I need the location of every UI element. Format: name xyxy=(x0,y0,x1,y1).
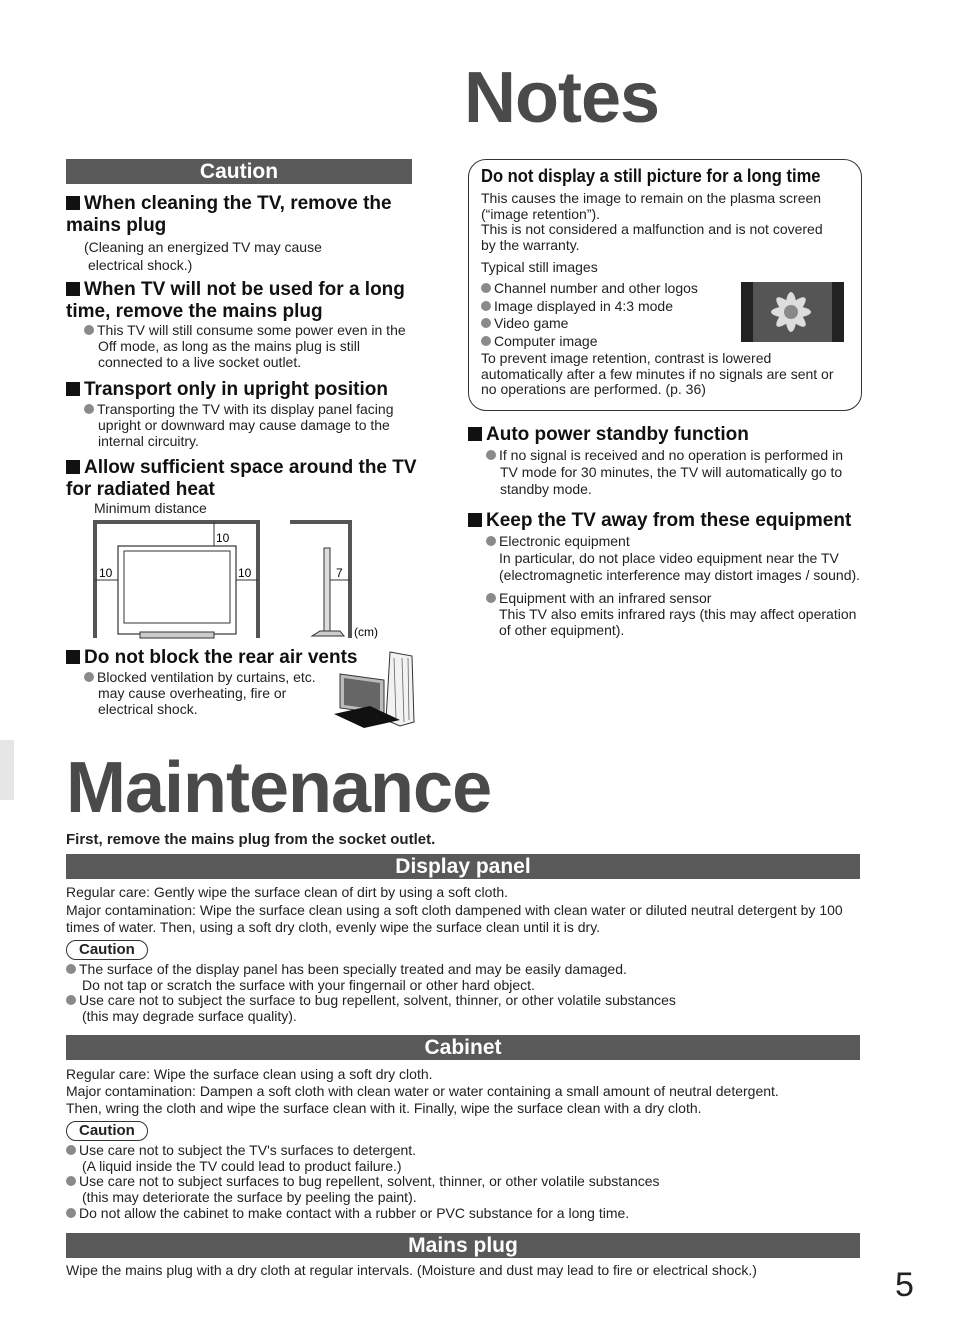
display-caution-list xyxy=(66,962,856,1024)
bullet-dot-icon xyxy=(486,593,496,603)
bullet-dot-icon xyxy=(84,325,94,335)
section-standby-list xyxy=(486,447,846,498)
still-picture-heading: Do not display a still picture for a long time xyxy=(481,166,821,186)
dim-right-label: 10 xyxy=(238,566,252,580)
notes-title: Notes xyxy=(464,58,660,138)
tv-front-icon xyxy=(118,546,236,634)
list-item: Electronic equipment xyxy=(486,533,864,550)
section-vents-heading: Do not block the rear air vents xyxy=(66,647,396,669)
square-bullet-icon xyxy=(66,460,80,474)
dim-unit-label: (cm) xyxy=(354,625,378,639)
mains-plug-bar: Mains plug xyxy=(66,1233,860,1258)
bullet-dot-icon xyxy=(66,1208,76,1218)
dim-left-label: 10 xyxy=(99,566,113,580)
dim-side-label: 7 xyxy=(336,566,343,580)
cabinet-caution-list xyxy=(66,1143,856,1222)
bullet-dot-icon xyxy=(66,1145,76,1155)
tv-stand-icon xyxy=(140,632,214,638)
maintenance-intro: First, remove the mains plug from the socket outlet. xyxy=(66,831,436,848)
list-item-detail: (this may degrade surface quality). xyxy=(82,1007,297,1024)
list-item: Blocked ventilation by curtains, etc. may cause overheating, fire or electrical shock. xyxy=(84,670,324,717)
list-item: Use care not to subject the TV's surfaces to detergent. xyxy=(66,1143,856,1159)
square-bullet-icon xyxy=(468,513,482,527)
dim-top-label: 10 xyxy=(216,531,230,545)
bullet-dot-icon xyxy=(486,536,496,546)
section-transport-list xyxy=(84,402,399,449)
section-longtime-heading: When TV will not be used for a long time, remove the mains plug xyxy=(66,279,405,322)
cabinet-text: Regular care: Wipe the surface clean using a soft dry cloth. Major contamination: Dampen a soft cloth with clean water or water containing a small amount of neutral detergent. Then, wring the cloth and wipe the surface clean with it. Finally, wipe the surface clean with a dry cloth. xyxy=(66,1066,779,1116)
section-cleaning-heading: When cleaning the TV, remove the mains plug xyxy=(66,193,392,236)
tv-side-stand-icon xyxy=(312,631,344,636)
square-bullet-icon xyxy=(66,282,80,296)
page-edge-tab xyxy=(0,740,14,800)
cabinet-bar: Cabinet xyxy=(66,1035,860,1060)
still-picture-p1: This causes the image to remain on the plasma screen (“image retention”). xyxy=(481,190,822,222)
still-picture-p3: To prevent image retention, contrast is lowered automatically after a few minutes if no signals are sent or no operations are performed. (p. 36) xyxy=(481,350,834,397)
bullet-dot-icon xyxy=(66,995,76,1005)
list-item-detail: Do not tap or scratch the surface with your fingernail or other hard object. xyxy=(82,976,535,993)
list-item-detail: (A liquid inside the TV could lead to product failure.) xyxy=(82,1157,402,1174)
maintenance-title: Maintenance xyxy=(66,748,492,828)
still-picture-p2: This is not considered a malfunction and is not covered by the warranty. xyxy=(481,221,823,253)
list-item: Use care not to subject surfaces to bug repellent, solvent, thinner, or other volatile substances xyxy=(66,1174,856,1190)
bullet-dot-icon xyxy=(84,672,94,682)
display-panel-text: Regular care: Gently wipe the surface clean of dirt by using a soft cloth. Major contamination: Wipe the surface clean using a soft cloth dampened with clean water or diluted neutral detergent by 100 times of water. Then, using a soft dry cloth, evenly wipe the surface clean until it is dry. xyxy=(66,884,843,935)
clearance-diagram xyxy=(90,518,400,642)
curtain-icon xyxy=(386,652,414,726)
display-caution-label: Caution xyxy=(66,940,148,960)
section-equipment-heading: Keep the TV away from these equipment xyxy=(468,510,888,532)
section-cleaning-text: (Cleaning an energized TV may cause electrical shock.) xyxy=(84,239,322,273)
list-item: Transporting the TV with its display panel facing upright or downward may cause damage to the internal circuitry. xyxy=(84,402,399,449)
bullet-dot-icon xyxy=(481,301,491,311)
section-transport-heading: Transport only in upright position xyxy=(66,379,426,401)
list-item: Channel number and other logos xyxy=(481,280,741,298)
square-bullet-icon xyxy=(66,382,80,396)
section-space-heading: Allow sufficient space around the TV for radiated heat xyxy=(66,457,417,500)
cabinet-caution-label: Caution xyxy=(66,1121,148,1141)
list-item-detail: In particular, do not place video equipment near the TV (electromagnetic interference may distort images / sound). xyxy=(499,550,861,583)
list-item: Video game xyxy=(481,315,741,333)
square-bullet-icon xyxy=(66,650,80,664)
list-item: Computer image xyxy=(481,333,741,351)
square-bullet-icon xyxy=(66,196,80,210)
section-longtime-list xyxy=(84,323,414,370)
square-bullet-icon xyxy=(468,427,482,441)
flower-image-thumbnail xyxy=(741,282,844,342)
mains-plug-text: Wipe the mains plug with a dry cloth at regular intervals. (Moisture and dust may lead to fire or electrical shock.) xyxy=(66,1262,757,1278)
section-vents-list xyxy=(84,670,324,717)
list-item: Image displayed in 4:3 mode xyxy=(481,298,741,316)
list-item: If no signal is received and no operation is performed in TV mode for 30 minutes, the TV will automatically go to standby mode. xyxy=(486,447,846,498)
list-item-detail: (this may deteriorate the surface by peeling the paint). xyxy=(82,1189,417,1206)
bullet-dot-icon xyxy=(486,450,496,460)
display-panel-bar: Display panel xyxy=(66,854,860,879)
list-item: Do not allow the cabinet to make contact with a rubber or PVC substance for a long time. xyxy=(66,1206,856,1222)
bullet-dot-icon xyxy=(481,336,491,346)
list-item: Equipment with an infrared sensor xyxy=(486,590,864,607)
caution-bar: Caution xyxy=(66,159,412,184)
bullet-dot-icon xyxy=(84,404,94,414)
tv-side-icon xyxy=(324,548,330,632)
list-item: Use care not to subject the surface to bug repellent, solvent, thinner, or other volatile substances xyxy=(66,993,856,1009)
curtain-tv-illustration xyxy=(330,650,416,730)
bullet-dot-icon xyxy=(66,1176,76,1186)
page-number: 5 xyxy=(895,1266,914,1304)
list-item: This TV will still consume some power even in the Off mode, as long as the mains plug is still connected to a live socket outlet. xyxy=(84,323,414,370)
list-item: The surface of the display panel has been specially treated and may be easily damaged. xyxy=(66,962,856,978)
bullet-dot-icon xyxy=(481,283,491,293)
still-images-list xyxy=(481,280,741,350)
bullet-dot-icon xyxy=(66,964,76,974)
typical-still-images-label: Typical still images xyxy=(481,259,598,275)
bullet-dot-icon xyxy=(481,318,491,328)
section-equipment-list xyxy=(486,533,864,638)
section-standby-heading: Auto power standby function xyxy=(468,424,868,446)
minimum-distance-label: Minimum distance xyxy=(94,500,207,516)
list-item-detail: This TV also emits infrared rays (this may affect operation of other equipment). xyxy=(499,606,857,638)
